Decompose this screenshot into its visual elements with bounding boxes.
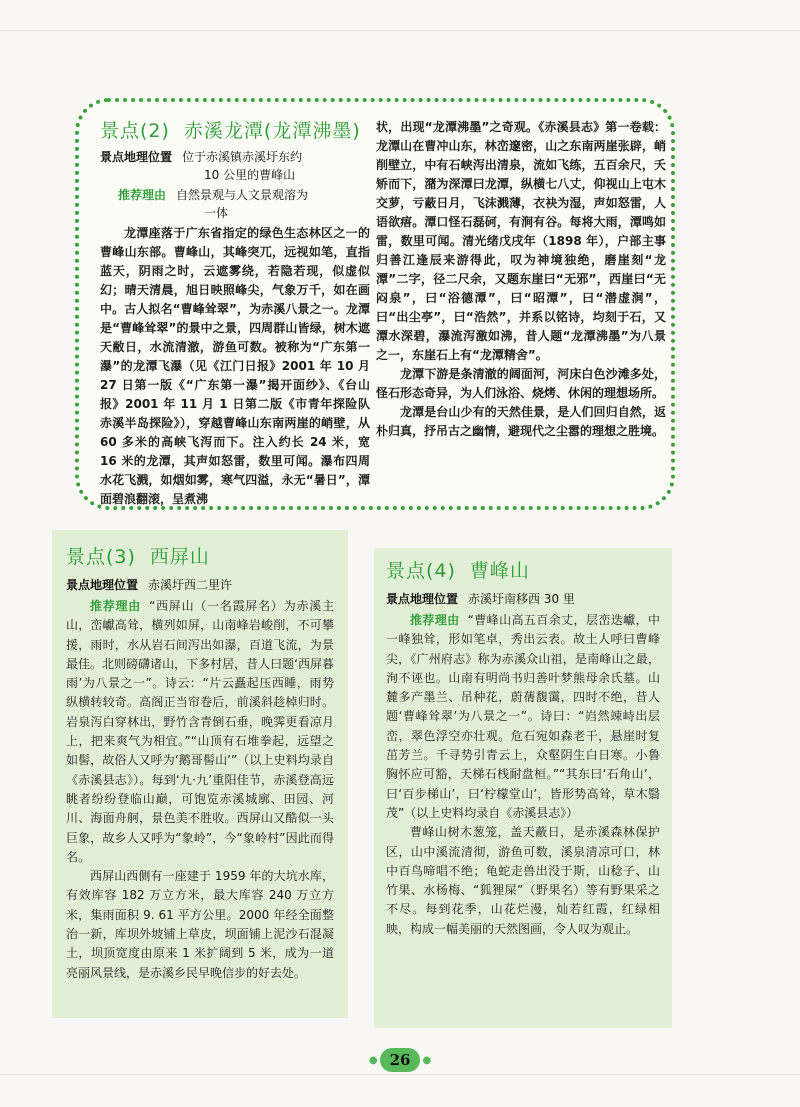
- spot4-panel: [374, 548, 672, 1028]
- spot4-paragraph-1-text: “曹峰山高五百余丈，层峦迭巘，中一峰独耸，形如笔卓，秀出云表。故土人呼曰曹峰尖，《广州府志》称为赤溪众山祖，是南峰山之最，洵不诬也。山南有明尚书归善叶梦熊母余氏墓。山麓多产墨兰、吊种花，蔚蒨馥霭，四时不绝，昔人题‘曹峰耸翠’为八景之一”。诗曰：“岿然竦峙出层峦，翠色浮空亦壮观。危石宛如森老干，悬崖时复茁芳兰。千寻势引青云上，众壑阴生白日寒。小鲁胸怀应可豁，天梯石栈耐盘桓。”“其东曰‘石角山’，曰‘百步梯山’，曰‘柠檬堂山’，皆形势高耸，草木翳茂”（以上史料均录自《赤溪县志》）: [386, 613, 660, 820]
- spot3-paragraph-1-text: “西屏山（一名霞屏名）为赤溪主山，峦巘高耸，横列如屏，山南峰岩峻削，不可攀援，雨时，水从岩石间泻出如瀑，百道飞流，为景最佳。北则磅礴诸山，下多村居，昔人曰题‘西屏暮雨’为八景之一”。诗云：“片云矗起压西睡，雨势纵横转较奇。高阁正当帘卷后，前溪斜趁棹归时。岩泉泻白穿林出，野竹含青倒石垂，晚霁更看凉月上，把来爽气为相宜。”“山顶有石堆拳起，远望之如髻，故俗人又呼为‘鹅哥髻山’”（以上史料均录自《赤溪县志》）。每到‘九·九’重阳佳节，赤溪登高远眺者纷纷登临山巅，可饱览赤溪城廓、田园、河川、海面舟舸，景色美不胜收。西屏山又酷似一头巨象，故乡人又呼为“象岭”，今“象岭村”因此而得名。: [66, 599, 334, 864]
- spot3-geo: [66, 576, 334, 594]
- page-number: [360, 1047, 440, 1073]
- spot4-paragraph-2: 曹峰山树木葱笼，盖天蔽日，是赤溪森林保护区，山中溪流清彻，游鱼可数，溪泉清凉可口，林中百鸟啼唱不绝；龟蛇走兽出没于斯，山稔子、山竹果、水杨梅、“狐狸屎”（野果名）等有野果采之不尽。每到花季，山花烂漫，灿若红霞，红绿相映，构成一幅美丽的天然图画，令人叹为观止。: [386, 825, 660, 936]
- spot3-reason-label: 推荐理由: [90, 599, 142, 613]
- spot4-paragraph-1: [386, 611, 660, 823]
- spot2-paragraph-left: 龙潭座落于广东省指定的绿色生态林区之一的曹峰山东部。曹峰山，其峰突兀，远视如笔，直指蓝天，阴雨之时，云遮雾绕，若隐若现，似虚似幻；晴天清晨，旭日映照峰尖，气象万千，如在画中。古人拟名“曹峰耸翠”，为赤溪八景之一。龙潭是“曹峰耸翠”的景中之景，四周群山皆绿，树木遮天敝日，水流清澈，游鱼可数。被称为“广东第一瀑”的龙潭飞瀑（见《江门日报》2001 年 10 月 27 日第一版《“广东第一瀑”揭开面纱》、《台山报》2001 年 11 月 1 日第二版《市青年探险队赤溪半岛探险》），穿越曹峰山东南两崖的峭壁，从 60 多米的高峡飞泻而下。注入约长 24 米，宽 16 米的龙潭，其声如怒雷，数里可闻。瀑布四周水花飞溅，如烟如雾，寒气四溢，永无“暑日”，潭面碧浪翻滚，呈煮沸: [100, 226, 370, 506]
- spot4-geo-label: 景点地理位置: [386, 592, 459, 606]
- spot2-geo: [100, 148, 370, 184]
- spot2-name: 赤溪龙潭(龙潭沸墨): [183, 120, 361, 142]
- spot4-name: 曹峰山: [469, 560, 530, 582]
- spot2-title: [100, 118, 370, 144]
- spot4-reason-label: 推荐理由: [410, 613, 460, 627]
- spot3-paragraph-1: [66, 597, 334, 867]
- spot3-geo-label: 景点地理位置: [66, 578, 139, 592]
- top-rule: [0, 30, 800, 31]
- spot2-paragraph-right-3: 龙潭是台山少有的天然佳景，是人们回归自然，返朴归真，抒吊古之幽情，避现代之尘嚣的理想之胜境。: [376, 405, 666, 438]
- spot2-reason-value-2: 一体: [204, 206, 229, 220]
- bottom-rule: [0, 1074, 800, 1075]
- spot2-reason-label: 推荐理由: [118, 188, 167, 202]
- spot4-geo: [386, 590, 660, 608]
- spot3-geo-value: 赤溪圩西二里许: [148, 578, 233, 592]
- spot2-paragraph-right-2: 龙潭下游是条清澈的阔面河，河床白色沙滩多处，怪石形态奇异，为人们泳浴、烧烤、休闲的理想场所。: [376, 367, 666, 400]
- dot-right-icon: ●: [422, 1055, 432, 1066]
- page-number-pill: 26: [380, 1048, 421, 1072]
- spot2-right-column: [376, 118, 666, 441]
- spot2-reason-value-1: 自然景观与人文景观溶为: [176, 188, 309, 202]
- spot4-title: [386, 558, 660, 584]
- spot2-geo-value-1: 位于赤溪镇赤溪圩东约: [182, 150, 303, 164]
- spot4-geo-value: 赤溪圩南移西 30 里: [468, 592, 575, 606]
- spot3-panel: [52, 530, 348, 1018]
- spot2-reason: [100, 186, 370, 222]
- spot2-paragraph-right-1: 状，出现“龙潭沸墨”之奇观。《赤溪县志》第一卷载：龙潭山在曹冲山东，林峦邃密，山之东南两崖张辟，峭削壁立，中有石峡泻出清泉，流如飞练，五百余尺，夭矫而下，潴为深潭曰龙潭，纵横七八丈，仰视山上屯木交萝，亏蔽日月，飞沫溅薄，衣袂为湿，声如怒雷，人语欲痦。潭口怪石磊砢，有涧有谷。每将大雨，潭鸣如雷，数里可闻。清光绪戊戌年（1898 年），户部主事归善江逢辰来游得此，叹为神境独绝，磨崖刻“龙潭”二字，径二尺余，又题东崖曰“无邪”，西崖曰“无闷泉”，曰“浴德潭”，曰“昭潭”，曰“潜虚涧”，曰“出尘亭”，曰“浩然”，并系以铭诗，均刻于石，又潭水深碧，瀑流泻激如沸，昔人题“龙潭沸墨”为八景之一，东崖石上有“龙潭精舍”。: [376, 120, 666, 362]
- spot2-geo-value-2: 10 公里的曹峰山: [204, 168, 296, 182]
- spot4-label: 景点(4): [386, 560, 456, 582]
- spot2-geo-label: 景点地理位置: [100, 150, 173, 164]
- spot3-title: [66, 544, 334, 570]
- spot3-label: 景点(3): [66, 546, 136, 568]
- spot3-paragraph-2: 西屏山西侧有一座建于 1959 年的大坑水库，有效库容 182 万立方米，最大库容 240 万立方米，集雨面积 9. 61 平方公里。2000 年经全面整治一新，库坝外坡铺上草皮，坝面铺上泥沙石混凝土，坝顶宽度由原来 1 米扩阔到 5 米，成为一道亮丽风景线，是赤溪乡民早晚信步的好去处。: [66, 869, 334, 980]
- spot3-name: 西屏山: [149, 546, 210, 568]
- spot2-label: 景点(2): [100, 120, 170, 142]
- dot-left-icon: ●: [368, 1055, 378, 1066]
- spot2-left-column: [100, 118, 370, 509]
